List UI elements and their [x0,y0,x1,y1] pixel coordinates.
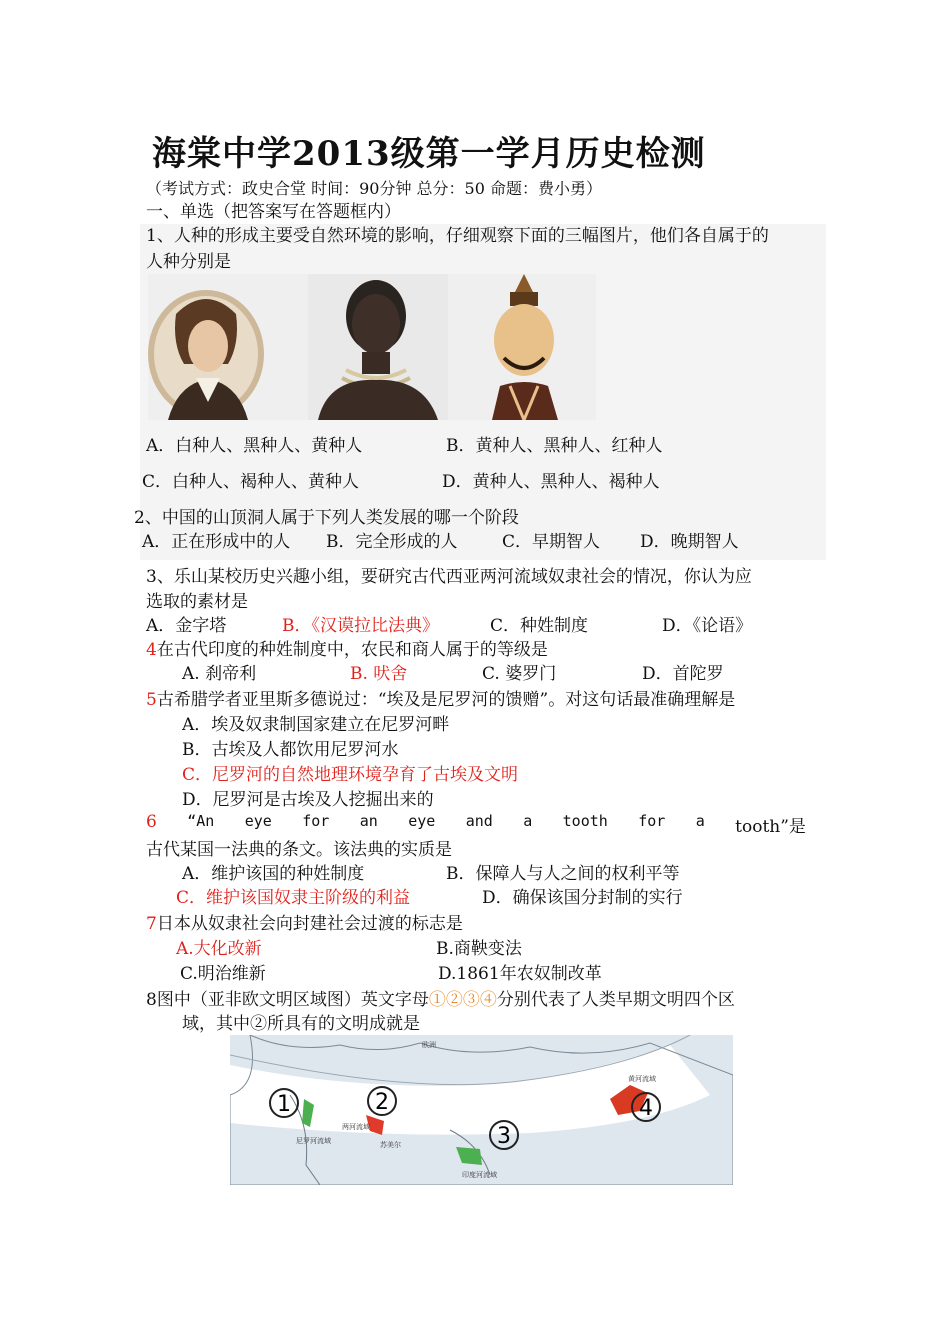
q6-word: an [359,812,378,830]
portrait-hatband-3 [510,292,538,306]
q5-option-b: B．古埃及人都饮用尼罗河水 [182,740,399,760]
q3-option-a: A．金字塔 [146,616,227,636]
race-photos [148,274,596,420]
q6-option-b: B．保障人与人之间的权利平等 [446,864,680,884]
q6-word: for [638,812,666,830]
portrait-neck-2 [362,352,390,374]
q7-option-d: D.1861年农奴制改革 [438,964,602,984]
q6-word: eye [408,812,436,830]
portrait-face-3 [494,304,554,376]
civilization-map [230,1035,733,1185]
race-photos-graphic [148,274,596,420]
portrait-face-1 [188,320,228,372]
q7-option-b: B.商鞅变法 [436,939,522,959]
q7-option-c: C.明治维新 [180,964,266,984]
q2-stem: 2、中国的山顶洞人属于下列人类发展的哪一个阶段 [134,508,519,528]
map-label-mesopotamia: 两河流域 [342,1123,370,1131]
q1-option-a: A．白种人、黑种人、黄种人 [146,436,363,456]
exam-info: （考试方式：政史合堂 时间：90分钟 总分：50 命题：费小勇） [146,179,602,198]
q6-word: tooth [562,812,608,830]
civilization-map-graphic [230,1035,733,1185]
q8-stem-pre: 8图中（亚非欧文明区域图）英文字母 [146,990,429,1010]
q3-stem-line2: 选取的素材是 [146,592,248,612]
q4-option-a: A. 刹帝利 [182,664,257,684]
map-label-indus: 印度河流域 [462,1171,497,1179]
q5-number: 5 [146,690,157,710]
q6-option-c: C．维护该国奴隶主阶级的利益 [176,888,411,908]
map-label-nile: 尼罗河流域 [296,1137,331,1145]
q6-stem-line2: 古代某国一法典的条文。该法典的实质是 [146,840,452,860]
map-marker-1: 1 [277,1092,291,1117]
q6-word: eye [244,812,272,830]
q1-stem-line1: 1、人种的形成主要受自然环境的影响，仔细观察下面的三幅图片，他们各自属于的 [146,226,769,246]
map-label-sumer: 苏美尔 [380,1141,401,1149]
q6-option-d: D．确保该国分封制的实行 [482,888,683,908]
q6-word: tooth”是 [735,817,806,837]
q4-number: 4 [146,640,157,660]
q8-stem-post: 分别代表了人类早期文明四个区 [496,990,735,1010]
map-marker-2: 2 [375,1090,389,1115]
q1-option-c: C．白种人、褐种人、黄种人 [142,472,360,492]
q6-word: a [695,812,705,830]
q1-option-d: D．黄种人、黑种人、褐种人 [442,472,660,492]
map-marker-3: 3 [497,1124,511,1149]
q3-option-b: B．《汉谟拉比法典》 [282,616,439,636]
q3-option-c: C．种姓制度 [490,616,589,636]
q3-stem-line1: 3、乐山某校历史兴趣小组，要研究古代西亚两河流域奴隶社会的情况，你认为应 [146,567,752,587]
q2-option-c: C．早期智人 [502,532,601,552]
q4-option-b: B. 吠舍 [350,664,408,684]
section-heading: 一、单选（把答案写在答题框内） [146,202,401,222]
q2-option-d: D．晚期智人 [640,532,739,552]
q5-option-d: D．尼罗河是古埃及人挖掘出来的 [182,790,434,810]
q7-number: 7 [146,914,157,934]
page-title: 海棠中学2013级第一学月历史检测 [152,134,706,174]
q4-option-c: C. 婆罗门 [482,664,557,684]
q2-option-b: B．完全形成的人 [326,532,458,552]
q2-option-a: A．正在形成中的人 [142,532,291,552]
q6-word: a [523,812,533,830]
q7-stem: 日本从奴隶社会向封建社会过渡的标志是 [156,914,463,934]
map-label-europe: 欧洲 [422,1041,436,1049]
q1-option-b: B．黄种人、黑种人、红种人 [446,436,663,456]
q6-number: 6 [146,812,157,832]
q6-word: for [302,812,330,830]
map-label-yellow-river: 黄河流域 [628,1075,656,1083]
q8-stem-line2: 域，其中②所具有的文明成就是 [182,1014,420,1034]
q5-option-c: C．尼罗河的自然地理环境孕育了古埃及文明 [182,765,519,785]
q7-option-a: A.大化改新 [176,939,262,959]
q8-stem-marks: ①②③④ [428,990,497,1010]
q4-option-d: D．首陀罗 [642,664,724,684]
q5-option-a: A．埃及奴隶制国家建立在尼罗河畔 [182,715,450,735]
q3-option-d: D．《论语》 [662,616,753,636]
q1-stem-line2: 人种分别是 [146,252,231,272]
portrait-face-2 [352,294,400,354]
q5-stem: 古希腊学者亚里斯多德说过：“埃及是尼罗河的馈赠”。对这句话最准确理解是 [156,690,736,710]
q6-stem-line1 [146,812,806,837]
q4-stem: 在古代印度的种姓制度中，农民和商人属于的等级是 [156,640,548,660]
map-marker-4: 4 [639,1096,653,1121]
q6-word: “An [187,812,215,830]
q6-option-a: A．维护该国的种姓制度 [182,864,365,884]
q6-word: and [465,812,493,830]
